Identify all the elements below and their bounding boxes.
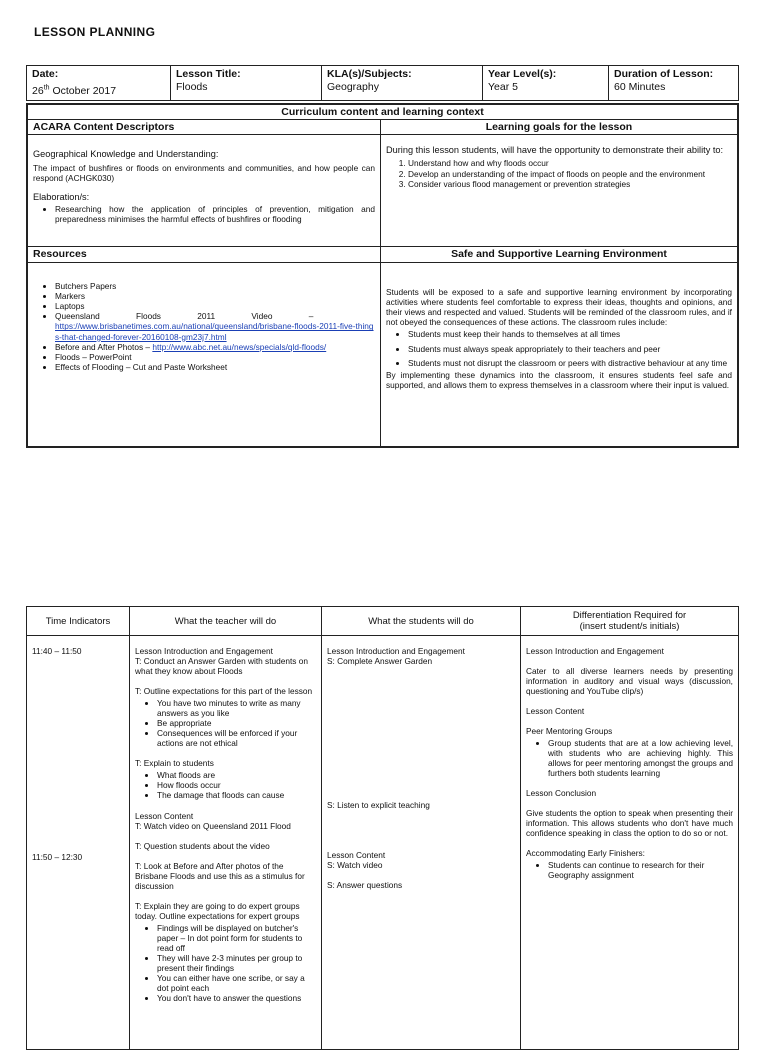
list-item: • Before and After Photos – http://www.abc.net.au/news/specials/qld-floods/ [55,342,375,352]
elaboration-list [33,204,375,224]
peer-mentoring-title: Peer Mentoring Groups [526,726,613,736]
list-item: • Effects of Flooding – Cut and Paste Worksheet [55,362,375,372]
list-item: • Laptops [55,301,375,311]
resources-list [33,281,375,373]
teacher-intro-title: Lesson Introduction and Engagement [135,646,273,656]
time-indicator-2: 11:50 – 12:30 [32,852,83,862]
safe-env-content [381,262,739,447]
col-header-teacher: What the teacher will do [130,607,322,636]
list-item: • Students can continue to research for their Geography assignment [548,860,733,880]
teacher-step: T: Conduct an Answer Garden with students on what they know about Floods [135,656,308,676]
list-item: • Findings will be displayed on butcher's paper – In dot point form for students to read off [157,923,316,953]
list-item: • Butchers Papers [55,281,375,291]
list-item: • You can either have one scribe, or say a dot point each [157,973,316,993]
differentiation-column [521,636,739,1050]
expectations-list [135,698,316,748]
early-finishers-title: Accommodating Early Finishers: [526,848,645,858]
lesson-timeline-table [26,606,739,1050]
list-item: • What floods are [157,770,316,780]
list-item: • Queensland Floods 2011 Video – https://www.brisbanetimes.com.au/national/queensland/brisbane-floods-2011-five-things-that-changed-forever-20160108-gm23j7.html [55,311,375,342]
list-item: • You have two minutes to write as many answers as you like [157,698,316,718]
list-item: 1. Understand how and why floods occur [408,158,732,168]
duration-label: Duration of Lesson: [614,68,714,80]
goals-content [381,135,739,247]
curriculum-table [26,103,739,448]
early-finishers-list [526,860,733,880]
list-item: • Markers [55,291,375,301]
document-title: LESSON PLANNING [34,25,156,39]
diff-intro-title: Lesson Introduction and Engagement [526,646,664,656]
student-step: S: Watch video [327,860,383,870]
duration-value: 60 Minutes [614,81,666,93]
lesson-title-label: Lesson Title: [176,68,241,80]
gku-title: Geographical Knowledge and Understanding: [33,149,219,160]
teacher-step: T: Explain to students [135,758,214,768]
lesson-info-table [26,65,739,101]
safe-env-heading: Safe and Supportive Learning Environment [381,247,739,262]
list-item: • Be appropriate [157,718,316,728]
student-step: S: Answer questions [327,880,403,890]
teacher-column [130,636,322,1050]
student-step: S: Complete Answer Garden [327,656,433,666]
col-header-time: Time Indicators [27,607,130,636]
resources-heading: Resources [27,247,381,262]
kla-value: Geography [327,81,379,93]
list-item: • Group students that are at a low achieving level, with students who are achieving highly. This allows for peer mentoring amongst the groups and furthers both students learning [548,738,733,778]
col-header-differentiation: Differentiation Required for (insert student/s initials) [521,607,739,636]
list-item: • How floods occur [157,780,316,790]
list-item: • Students must always speak appropriately to their teachers and peer [408,344,732,354]
list-item: • They will have 2-3 minutes per group to present their findings [157,953,316,973]
teacher-content-title: Lesson Content [135,811,194,821]
time-indicator-1: 11:40 – 11:50 [32,646,82,656]
duration-cell [609,66,739,101]
goals-heading: Learning goals for the lesson [381,120,739,135]
teacher-step: T: Watch video on Queensland 2011 Flood [135,821,291,831]
diff-step: Give students the option to speak when presenting their information. This allows students who don't have much confidence speaking in class the option to do so or not. [526,808,733,838]
kla-cell [322,66,483,101]
list-item: 2. Develop an understanding of the impact of floods on people and the environment [408,169,732,179]
list-item: • Students must keep their hands to themselves at all times [408,329,732,339]
expert-groups-list [135,923,316,1003]
curriculum-heading: Curriculum content and learning context [27,104,738,120]
photos-link[interactable]: http://www.abc.net.au/news/specials/qld-floods/ [152,341,327,352]
list-item: • Floods – PowerPoint [55,352,375,362]
teacher-step: T: Explain they are going to do expert groups today. Outline expectations for expert groups [135,901,300,921]
diff-content-title: Lesson Content [526,706,585,716]
teacher-step: T: Outline expectations for this part of the lesson [135,686,313,696]
date-cell [27,66,171,101]
diff-step: Cater to all diverse learners needs by presenting information in auditory and visual ways (discussion, questioning and YouTube clip/s) [526,666,733,696]
date-value: 26th October 2017 [32,84,117,97]
date-label: Date: [32,68,59,80]
safe-env-outro: By implementing these dynamics into the classroom, it ensures students feel safe and supported, and allows them to express themselves in a classroom where their input is valued. [386,370,732,391]
time-column [27,636,130,1050]
lesson-title-value: Floods [176,81,208,93]
year-level-value: Year 5 [488,81,518,93]
lesson-title-cell [171,66,322,101]
students-intro-title: Lesson Introduction and Engagement [327,646,465,656]
gku-text: The impact of bushfires or floods on environments and communities, and how people can respond (ACHGK030) [33,162,375,183]
goals-list [386,158,732,189]
resources-content [27,262,381,447]
students-content-title: Lesson Content [327,850,386,860]
student-step: S: Listen to explicit teaching [327,800,430,810]
list-item: • Students must not disrupt the classroom or peers with distractive behaviour at any time [408,358,732,368]
explain-list [135,770,316,800]
list-item: 3. Consider various flood management or prevention strategies [408,179,732,189]
acara-content [27,135,381,247]
students-column [322,636,521,1050]
teacher-step: T: Question students about the video [135,841,270,851]
list-item: • Researching how the application of principles of prevention, mitigation and preparedness minimises the harmful effects of bushfires or flooding [55,204,375,224]
col-header-students: What the students will do [322,607,521,636]
acara-heading: ACARA Content Descriptors [27,120,381,135]
list-item: • The damage that floods can cause [157,790,316,800]
goals-intro: During this lesson students, will have the opportunity to demonstrate their ability to: [386,145,724,156]
video-link[interactable]: https://www.brisbanetimes.com.au/national/queensland/brisbane-floods-2011-five-things-that-changed-forever-20160108-gm23j7.html [55,321,374,342]
list-item: • Consequences will be enforced if your actions are not ethical [157,728,316,748]
students-content-block [327,850,402,890]
classroom-rules-list [386,329,732,368]
elaboration-title: Elaboration/s: [33,192,90,203]
year-level-label: Year Level(s): [488,68,557,80]
list-item: • You don't have to answer the questions [157,993,316,1003]
safe-env-intro: Students will be exposed to a safe and supportive learning environment by incorporating activities where students feel comfortable to express their ideas, thoughts and opinions, and their views and respected and valued. Students will be reminded of the classroom rules, and if not obeyed the consequences of these actions. The classroom rules include: [386,286,732,328]
kla-label: KLA(s)/Subjects: [327,68,412,80]
peer-mentoring-list [526,738,733,778]
year-level-cell [483,66,609,101]
diff-conclusion-title: Lesson Conclusion [526,788,597,798]
teacher-step: T: Look at Before and After photos of the Brisbane Floods and use this as a stimulus for discussion [135,861,305,891]
